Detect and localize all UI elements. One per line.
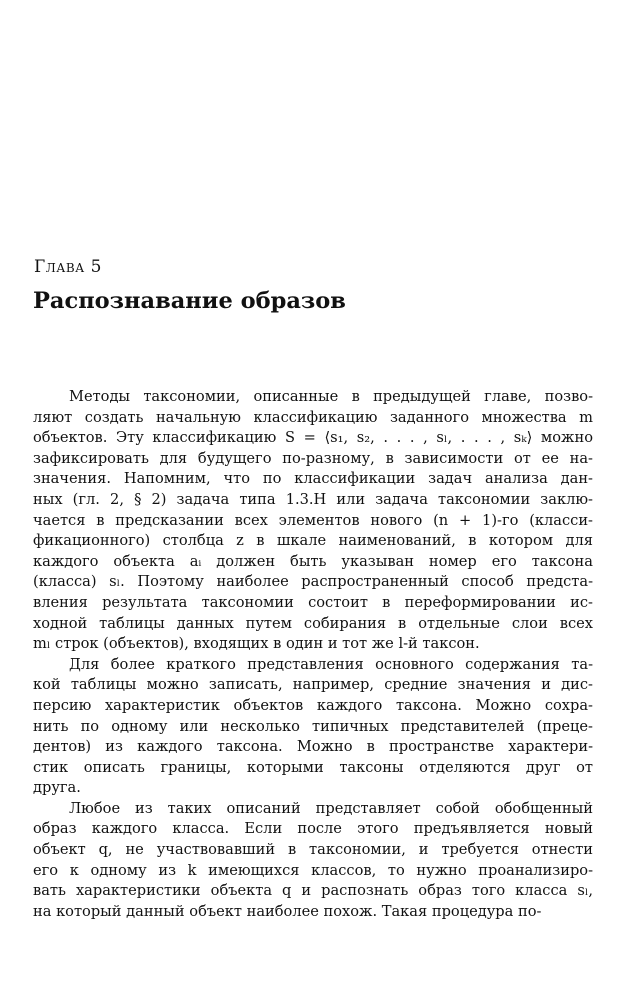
text-line: фикационного) столбца z в шкале наименований, в котором для [33, 532, 593, 550]
paragraph [33, 387, 593, 655]
text-line: дентов) из каждого таксона. Можно в пространстве характери- [33, 738, 593, 756]
text-line: Методы таксономии, описанные в предыдущей главе, позво- [69, 388, 593, 405]
text-line: Для более краткого представления основного содержания та- [69, 655, 593, 673]
text-line: Любое из таких описаний представляет собой обобщенный [69, 799, 593, 817]
text-line: (класса) sₗ. Поэтому наиболее распространенный способ предста- [33, 573, 593, 591]
text-line: вать характеристики объекта q и распознать образ того класса sₗ, [33, 882, 593, 900]
chapter-title: Распознавание образов [33, 288, 346, 314]
text-line: вления результата таксономии состоит в переформировании ис- [33, 593, 593, 611]
text-line: стик описать границы, которыми таксоны отделяются друг от [33, 758, 593, 776]
text-line: каждого объекта aᵢ должен быть указыван номер его таксона [33, 552, 593, 570]
text-line: ных (гл. 2, § 2) задача типа 1.3.Н или задача таксономии заклю- [33, 490, 593, 508]
text-line: друга. [33, 779, 81, 797]
paragraph [33, 655, 593, 799]
text-line: его к одному из k имеющихся классов, то нужно проанализиро- [33, 861, 593, 879]
text-line: зафиксировать для будущего по-разному, в зависимости от ее на- [33, 449, 593, 467]
text-line: чается в предсказании всех элементов нового (n + 1)-го (класси- [33, 511, 593, 529]
text-line: объект q, не участвовавший в таксономии, и требуется отнести [33, 841, 593, 859]
text-line: значения. Напомним, что по классификации задач анализа дан- [33, 470, 593, 488]
text-line: персию характеристик объектов каждого таксона. Можно сохра- [33, 696, 593, 714]
text-line: ляют создать начальную классификацию заданного множества m [33, 408, 593, 426]
text-line: mₗ строк (объектов), входящих в один и тот же l-й таксон. [33, 635, 480, 653]
chapter-body [33, 387, 593, 922]
text-line: образ каждого класса. Если после этого предъявляется новый [33, 820, 593, 838]
chapter-label: Глава 5 [34, 257, 102, 277]
text-line: на который данный объект наиболее похож. Такая процедура по- [33, 902, 542, 920]
text-line: объектов. Эту классификацию S = ⟨s₁, s₂, . . . , sₗ, . . . , sₖ⟩ можно [33, 429, 593, 447]
text-line: кой таблицы можно записать, например, средние значения и дис- [33, 676, 593, 694]
text-line: ходной таблицы данных путем собирания в отдельные слои всех [33, 614, 593, 632]
paragraph [33, 799, 593, 923]
text-line: нить по одному или несколько типичных представителей (преце- [33, 717, 593, 735]
